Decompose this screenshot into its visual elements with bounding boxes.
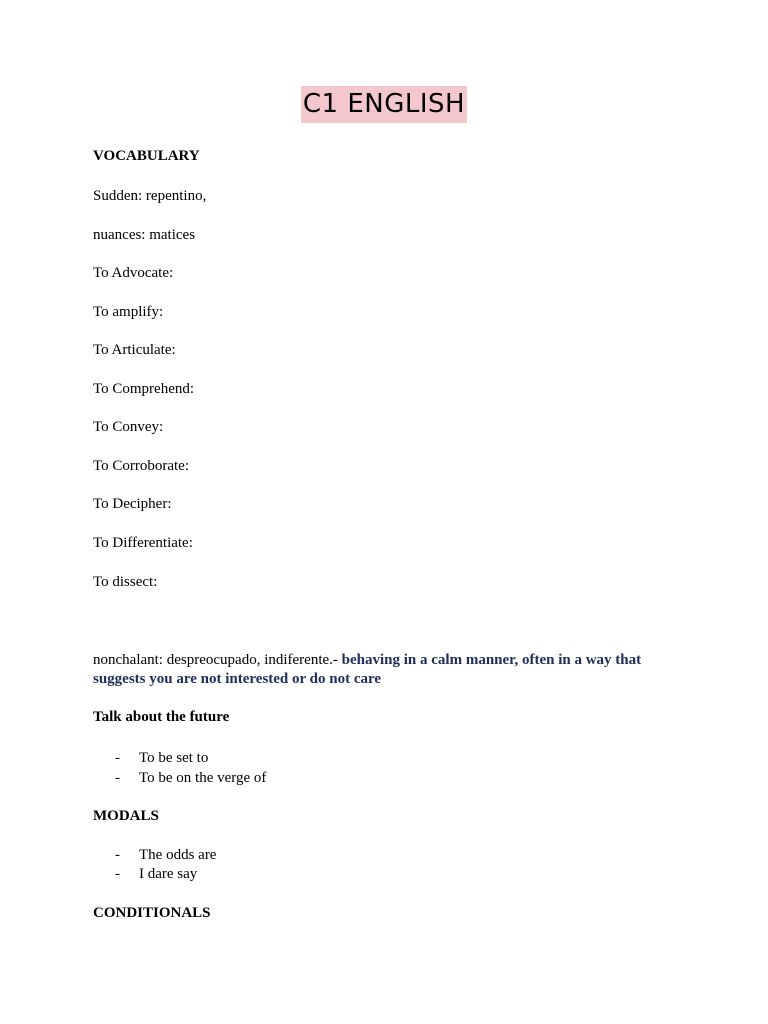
vocab-item: To Articulate:: [93, 342, 176, 358]
future-bullet-item: [115, 769, 266, 788]
future-item-label: To be set to: [139, 750, 209, 766]
modals-bullet-item: [115, 846, 216, 865]
vocab-item: To amplify:: [93, 304, 164, 320]
future-heading: Talk about the future: [93, 709, 230, 725]
title-wrapper: [0, 86, 768, 123]
bullet-dash: -: [115, 750, 120, 766]
modals-item-label: I dare say: [139, 866, 198, 882]
vocab-item: To Comprehend:: [93, 381, 195, 397]
modals-bullet-item: [115, 865, 197, 884]
nonchalant-term: nonchalant: despreocupado, indiferente.-: [93, 652, 342, 668]
nonchalant-entry: [93, 651, 673, 689]
vocab-item: To dissect:: [93, 574, 158, 590]
bullet-dash: -: [115, 770, 120, 786]
vocab-item: To Corroborate:: [93, 458, 190, 474]
vocab-item: To Convey:: [93, 419, 164, 435]
future-bullet-item: [115, 749, 208, 768]
future-item-label: To be on the verge of: [139, 770, 267, 786]
modals-heading: MODALS: [93, 808, 159, 824]
vocabulary-heading: VOCABULARY: [93, 148, 200, 164]
vocab-item: Sudden: repentino,: [93, 188, 207, 204]
vocab-item: To Advocate:: [93, 265, 174, 281]
conditionals-heading: CONDITIONALS: [93, 905, 211, 921]
vocab-item: To Differentiate:: [93, 535, 193, 551]
modals-item-label: The odds are: [139, 847, 217, 863]
nonchalant-definition: behaving in a calm manner, often in a way that suggests you are not interested or do not care: [93, 652, 642, 687]
vocab-item: To Decipher:: [93, 496, 172, 512]
bullet-dash: -: [115, 866, 120, 882]
vocab-item: nuances: matices: [93, 227, 196, 243]
document-title: C1 ENGLISH: [301, 86, 467, 123]
bullet-dash: -: [115, 847, 120, 863]
